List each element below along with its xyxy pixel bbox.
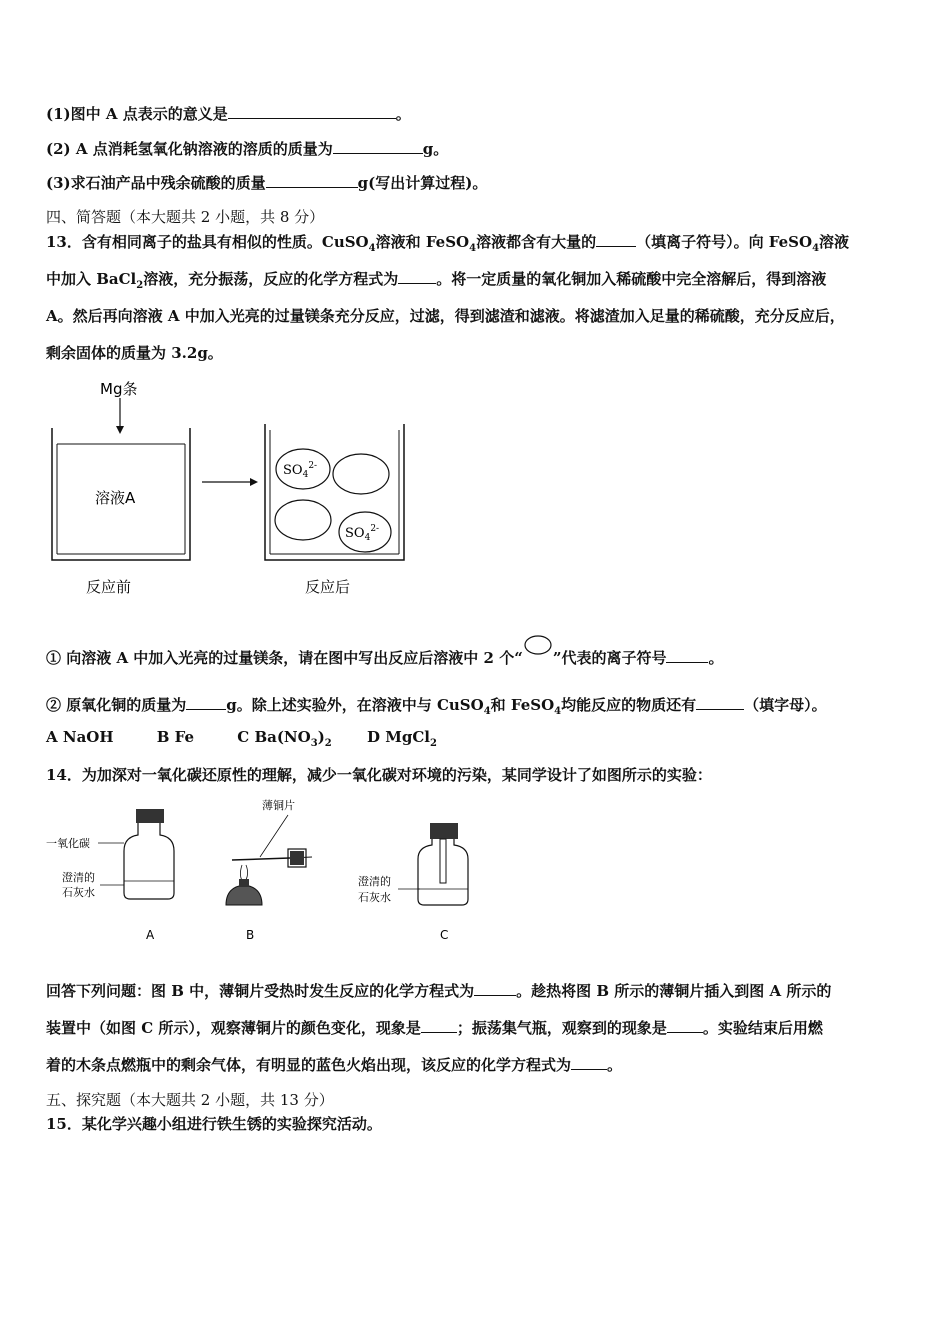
q12-part2: (2) A 点消耗氢氧化钠溶液的溶质的质量为 g。 [46,140,449,158]
answer-blank[interactable] [666,648,708,663]
ion-label-1: $SO_4^{2-}$ [283,461,318,480]
q14-line2: 装置中（如图 C 所示），观察薄铜片的颜色变化，现象是 ；振荡集气瓶，观察到的现象是 。实验结束后用燃 [46,1019,823,1037]
answer-blank[interactable] [186,695,226,710]
answer-blank[interactable] [421,1018,457,1033]
answer-blank[interactable] [398,269,436,284]
option-c[interactable]: C $Ba(NO_3)_2$ [237,728,332,749]
q14-line3: 着的木条点燃瓶中的剩余气体，有明显的蓝色火焰出现，该反应的化学方程式为 。 [46,1056,623,1074]
option-a[interactable]: A NaOH [46,728,114,746]
co-label: 一氧化碳 [46,837,90,850]
label-c: C [440,928,449,942]
lamp-b [226,885,262,905]
q13-line1: 13．含有相同离子的盐具有相似的性质。CuSO$_4$溶液和 FeSO$_4$溶液都含有大量的 （填离子符号）。向 FeSO$_4$溶液 [46,233,850,254]
q14-intro: 14．为加深对一氧化碳还原性的理解，减少一氧化碳对环境的污染，某同学设计了如图所示的实验： [46,766,712,784]
q12-part3: (3)求石油产品中残余硫酸的质量 g(写出计算过程)。 [46,174,488,192]
option-b[interactable]: B Fe [156,728,195,746]
lime-label-c1: 澄清的 [358,875,391,888]
section4-title: 四、简答题（本大题共 2 小题，共 8 分） [46,208,325,226]
answer-blank[interactable] [667,1018,703,1033]
answer-blank[interactable] [333,139,423,154]
before-caption: 反应前 [86,578,132,596]
mg-label: Mg条 [100,380,138,398]
q12-part1: (1)图中 A 点表示的意义是 。 [46,105,411,123]
answer-blank[interactable] [571,1055,607,1070]
reaction-figure [40,372,440,612]
answer-blank[interactable] [228,104,396,119]
answer-blank[interactable] [474,981,516,996]
section5-title: 五、探究题（本大题共 2 小题，共 13 分） [46,1091,334,1109]
label-a: A [146,928,155,942]
q13-part1: ① 向溶液 A 中加入光亮的过量镁条，请在图中写出反应后溶液中 2 个“ ”代表的离子符号 。 [46,647,723,668]
label-b: B [246,928,255,942]
after-caption: 反应后 [305,578,351,596]
q13-options [46,728,437,749]
beaker-after [265,424,404,560]
q14-line1: 回答下列问题：图 B 中，薄铜片受热时发生反应的化学方程式为 。趁热将图 B 所示的薄铜片插入到图 A 所示的 [46,982,832,1000]
copper-label: 薄铜片 [262,799,295,812]
ion-circle-2 [333,454,389,494]
q15-text: 15．某化学兴趣小组进行铁生锈的实验探究活动。 [46,1115,382,1133]
bottle-a [124,823,174,899]
lime-label-a1: 澄清的 [62,871,95,884]
answer-blank[interactable] [596,232,636,247]
ion-circle-3 [275,500,331,540]
ion-circle-icon [523,635,553,655]
arrow-down-head [116,426,124,434]
answer-blank[interactable] [696,695,744,710]
q13-line2: 中加入 BaCl$_2$溶液，充分振荡，反应的化学方程式为 。将一定质量的氧化铜加入稀硫酸中完全溶解后，得到溶液 [46,270,827,291]
ion-label-2: $SO_4^{2-}$ [345,524,380,543]
copper-strip-c [440,839,446,883]
bottle-c [418,839,468,905]
answer-blank[interactable] [266,173,358,188]
lime-label-a2: 石灰水 [62,886,95,899]
copper-strip [232,858,290,860]
lime-label-c2: 石灰水 [358,891,391,904]
q13-line4: 剩余固体的质量为 3.2g。 [46,344,223,362]
arrow-right-head [250,478,258,486]
q13-line3: A。然后再向溶液 A 中加入光亮的过量镁条充分反应，过滤，得到滤渣和滤液。将滤渣加入足量的稀硫酸，充分反应后， [46,307,845,325]
option-d[interactable]: D MgCl$_2$ [367,728,437,749]
q13-part2: ② 原氧化铜的质量为 g。除上述实验外，在溶液中与 CuSO$_4$和 FeSO$_4$均能反应的物质还有 （填字母）。 [46,696,827,717]
solution-label: 溶液A [95,489,136,507]
stopper-c [430,823,458,839]
stopper-a [136,809,164,823]
co-experiment-figure [40,795,480,945]
